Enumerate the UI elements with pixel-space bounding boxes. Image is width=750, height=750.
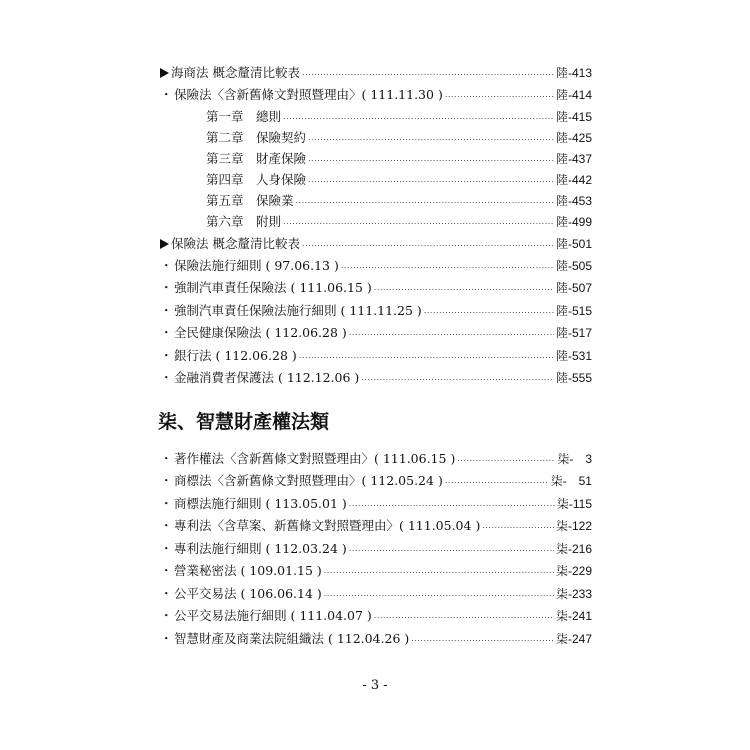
toc-entry-title: 第四章 人身保險 xyxy=(206,172,307,187)
toc-entry xyxy=(160,84,592,107)
toc-entry-page: 柒-229 xyxy=(555,564,592,579)
toc-entry xyxy=(160,605,592,628)
toc-entry xyxy=(160,322,592,345)
bullet-marker: ・ xyxy=(160,450,173,466)
toc-entry-page: 柒-115 xyxy=(556,496,592,511)
toc-entry-title: 強制汽車責任保險法施行細則 ( 111.11.25 ) xyxy=(174,302,422,318)
bullet-marker: ・ xyxy=(160,563,173,579)
toc-entry xyxy=(160,107,592,128)
toc-entry-page: 陸-531 xyxy=(555,348,592,363)
toc-entry xyxy=(160,212,592,233)
toc-entry-title: 專利法施行細則 ( 112.03.24 ) xyxy=(174,540,347,556)
toc-entry xyxy=(160,515,592,538)
toc-entry xyxy=(160,367,592,390)
dot-leader xyxy=(374,280,554,296)
toc-entry-page: 陸-453 xyxy=(555,194,592,208)
toc-entry-title: 金融消費者保護法 ( 112.12.06 ) xyxy=(174,370,360,386)
bullet-marker: ・ xyxy=(160,280,173,296)
dot-leader xyxy=(308,172,554,188)
toc-entry-page: 柒- 3 xyxy=(557,451,592,466)
toc-entry-page: 陸-437 xyxy=(555,152,592,166)
dot-leader xyxy=(445,473,549,489)
toc-entry xyxy=(160,128,592,149)
toc-entry-title: 第六章 附則 xyxy=(206,214,282,229)
bullet-marker: ・ xyxy=(160,257,173,273)
toc-entry xyxy=(160,538,592,561)
toc-entry-title: 海商法 概念釐清比較表 xyxy=(171,65,300,80)
dot-leader xyxy=(308,130,554,146)
bullet-marker: ・ xyxy=(160,370,173,386)
toc-entry-page: 陸-499 xyxy=(555,215,592,229)
toc-entry-page: 陸-501 xyxy=(555,236,592,251)
toc-entry xyxy=(160,470,592,493)
toc-entry-title: 智慧財產及商業法院組織法 ( 112.04.26 ) xyxy=(174,630,410,646)
toc-entry-page: 陸-555 xyxy=(555,371,592,386)
toc-entry-title: 第三章 財產保險 xyxy=(206,151,307,166)
toc-entry-page: 柒-122 xyxy=(555,519,592,534)
bullet-marker: ・ xyxy=(160,518,173,534)
dot-leader xyxy=(411,631,554,647)
dot-leader xyxy=(299,348,554,364)
toc-entry-title: 第一章 總則 xyxy=(206,109,282,124)
bullet-marker: ・ xyxy=(160,608,173,624)
dot-leader xyxy=(302,65,554,81)
toc-entry-page: 陸-517 xyxy=(555,326,592,341)
toc-entry xyxy=(160,277,592,300)
toc-entry xyxy=(160,583,592,606)
toc-entry-page: 陸-414 xyxy=(555,88,592,103)
toc-entry xyxy=(160,560,592,583)
toc-entry-page: 陸-515 xyxy=(555,303,592,318)
triangle-marker-icon xyxy=(160,68,169,78)
toc-entry xyxy=(160,255,592,278)
toc-entry-page: 陸-425 xyxy=(555,131,592,145)
dot-leader xyxy=(341,258,554,274)
toc-entry-title: 保險法施行細則 ( 97.06.13 ) xyxy=(174,257,339,273)
toc-entry-title: 強制汽車責任保險法 ( 111.06.15 ) xyxy=(174,280,372,296)
dot-leader xyxy=(302,236,554,252)
toc-entry xyxy=(160,191,592,212)
toc-entry-page: 陸-505 xyxy=(555,258,592,273)
dot-leader xyxy=(349,325,554,341)
toc-entry-title: 保險法〈含新舊條文對照暨理由〉( 111.11.30 ) xyxy=(174,87,443,103)
toc-entry-title: 營業秘密法 ( 109.01.15 ) xyxy=(174,563,322,579)
toc-entry-title: 第二章 保險契約 xyxy=(206,130,307,145)
toc-entry-title: 商標法施行細則 ( 113.05.01 ) xyxy=(174,495,347,511)
toc-entry xyxy=(160,300,592,323)
toc-entry-page: 柒-247 xyxy=(555,631,592,646)
toc-entry-title: 保險法 概念釐清比較表 xyxy=(171,235,300,251)
dot-leader xyxy=(324,586,554,602)
table-of-contents xyxy=(160,62,592,650)
dot-leader xyxy=(374,608,554,624)
toc-entry xyxy=(160,628,592,651)
toc-entry xyxy=(160,233,592,255)
toc-entry-title: 全民健康保險法 ( 112.06.28 ) xyxy=(174,325,347,341)
toc-entry xyxy=(160,345,592,368)
toc-entry-page: 陸-442 xyxy=(555,173,592,187)
toc-entry xyxy=(160,493,592,516)
toc-entry-page: 柒-233 xyxy=(555,586,592,601)
section-7-entries xyxy=(160,448,592,651)
toc-entry-page: 陸-415 xyxy=(555,110,592,124)
bullet-marker: ・ xyxy=(160,540,173,556)
dot-leader xyxy=(482,518,554,534)
dot-leader xyxy=(283,214,554,230)
dot-leader xyxy=(283,109,554,125)
dot-leader xyxy=(457,451,555,467)
bullet-marker: ・ xyxy=(160,87,173,103)
section-7-heading: 柒、智慧財產權法類 xyxy=(158,410,330,433)
toc-entry-page: 柒-241 xyxy=(555,609,592,624)
toc-entry-page: 柒-216 xyxy=(555,541,592,556)
toc-entry-title: 銀行法 ( 112.06.28 ) xyxy=(174,347,297,363)
bullet-marker: ・ xyxy=(160,495,173,511)
toc-entry-page: 陸-507 xyxy=(555,281,592,296)
bullet-marker: ・ xyxy=(160,325,173,341)
bullet-marker: ・ xyxy=(160,473,173,489)
bullet-marker: ・ xyxy=(160,585,173,601)
toc-entry xyxy=(160,149,592,170)
dot-leader xyxy=(308,151,554,167)
section-6-entries xyxy=(160,62,592,390)
toc-entry xyxy=(160,62,592,84)
toc-entry-title: 著作權法〈含新舊條文對照暨理由〉( 111.06.15 ) xyxy=(174,450,456,466)
dot-leader xyxy=(324,563,554,579)
bullet-marker: ・ xyxy=(160,347,173,363)
toc-entry-title: 公平交易法施行細則 ( 111.04.07 ) xyxy=(174,608,372,624)
toc-entry xyxy=(160,448,592,471)
dot-leader xyxy=(349,541,554,557)
toc-entry-title: 商標法〈含新舊條文對照暨理由〉( 112.05.24 ) xyxy=(174,473,443,489)
bullet-marker: ・ xyxy=(160,302,173,318)
toc-entry xyxy=(160,170,592,191)
toc-entry-page: 柒- 51 xyxy=(550,474,592,489)
toc-entry-title: 第五章 保險業 xyxy=(206,193,294,208)
triangle-marker-icon xyxy=(160,239,169,249)
toc-entry-title: 專利法〈含草案、新舊條文對照暨理由〉( 111.05.04 ) xyxy=(174,518,481,534)
dot-leader xyxy=(349,496,555,512)
toc-entry-page: 陸-413 xyxy=(555,66,592,80)
dot-leader xyxy=(445,87,554,103)
page-number: - 3 - xyxy=(362,678,388,693)
dot-leader xyxy=(296,193,554,209)
dot-leader xyxy=(424,303,554,319)
dot-leader xyxy=(361,370,554,386)
toc-entry-title: 公平交易法 ( 106.06.14 ) xyxy=(174,585,322,601)
bullet-marker: ・ xyxy=(160,630,173,646)
